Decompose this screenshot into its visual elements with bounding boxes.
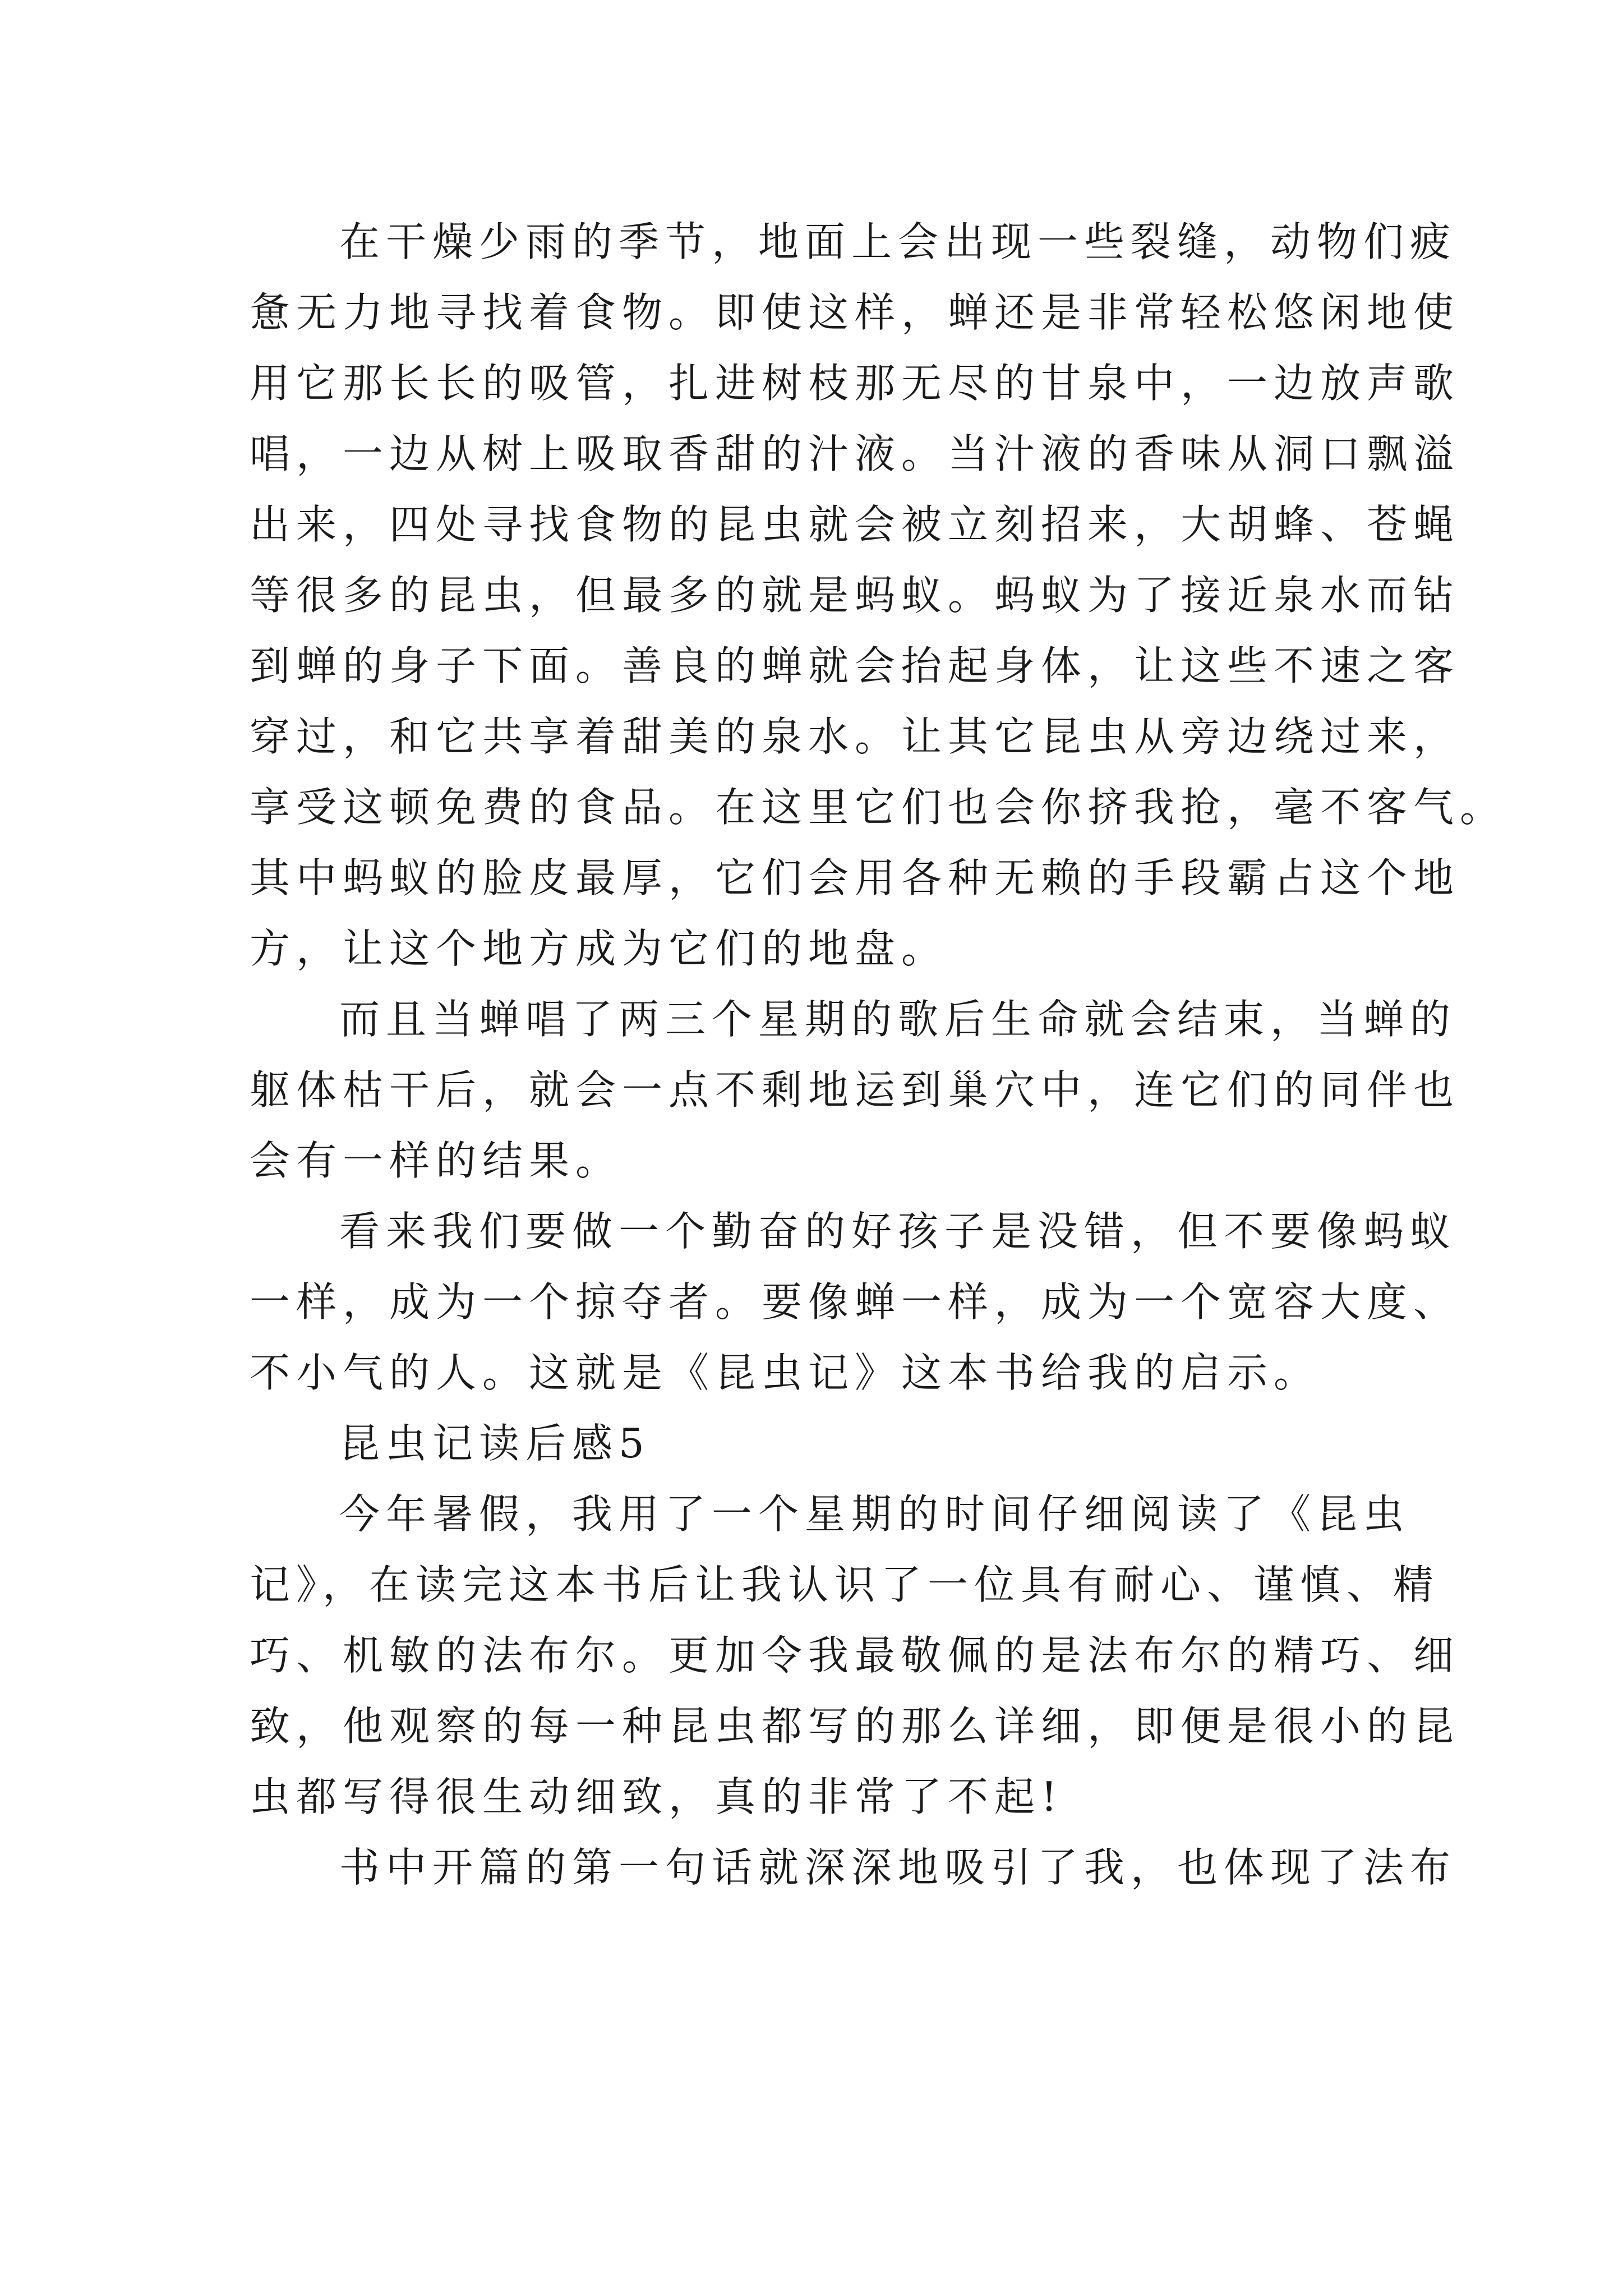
- text-line: 方，让这个地方成为它们的地盘。: [250, 925, 948, 972]
- text-line: 躯体枯干后，就会一点不剩地运到巢穴中，连它们的同伴也: [250, 1066, 1460, 1114]
- text-line: 虫都写得很生动细致，真的非常了不起!: [250, 1773, 1063, 1820]
- text-line: 巧、机敏的法布尔。更加令我最敬佩的是法布尔的精巧、细: [250, 1632, 1460, 1679]
- heading-line: 昆虫记读后感5: [339, 1420, 651, 1467]
- paragraph: [250, 206, 1507, 984]
- text-line: 致，他观察的每一种昆虫都写的那么详细，即便是很小的昆: [250, 1703, 1460, 1750]
- paragraph: [250, 1479, 1460, 1832]
- text-line: 看来我们要做一个勤奋的好孩子是没错，但不要像蚂蚁: [339, 1208, 1457, 1255]
- paragraph: [250, 984, 1460, 1196]
- text-line: 用它那长长的吸管，扎进树枝那无尽的甘泉中，一边放声歌: [250, 360, 1460, 407]
- text-line: 而且当蝉唱了两三个星期的歌后生命就会结束，当蝉的: [339, 996, 1457, 1043]
- text-line: 不小气的人。这就是《昆虫记》这本书给我的启示。: [250, 1349, 1321, 1396]
- text-line: 穿过，和它共享着甜美的泉水。让其它昆虫从旁边绕过来，: [250, 713, 1460, 760]
- text-line: 到蝉的身子下面。善良的蝉就会抬起身体，让这些不速之客: [250, 642, 1460, 689]
- text-line: 记》，在读完这本书后让我认识了一位具有耐心、谨慎、精: [250, 1561, 1440, 1608]
- section-heading: [250, 1408, 1394, 1479]
- text-line: 等很多的昆虫，但最多的就是蚂蚁。蚂蚁为了接近泉水而钻: [250, 572, 1460, 619]
- text-line: 其中蚂蚁的脸皮最厚，它们会用各种无赖的手段霸占这个地: [250, 854, 1460, 901]
- paragraph: [250, 1196, 1460, 1408]
- document-body: [250, 206, 1507, 1903]
- text-line: 今年暑假，我用了一个星期的时间仔细阅读了《昆虫: [339, 1490, 1410, 1538]
- text-line: 享受这顿免费的食品。在这里它们也会你挤我抢，毫不客气。: [250, 784, 1507, 831]
- paragraph: [250, 1832, 1457, 1903]
- text-line: 在干燥少雨的季节，地面上会出现一些裂缝，动物们疲: [339, 218, 1457, 265]
- text-line: 出来，四处寻找食物的昆虫就会被立刻招来，大胡蜂、苍蝇: [250, 501, 1460, 548]
- text-line: 会有一样的结果。: [250, 1137, 623, 1184]
- text-line: 唱，一边从树上吸取香甜的汁液。当汁液的香味从洞口飘溢: [250, 430, 1460, 477]
- text-line: 惫无力地寻找着食物。即使这样，蝉还是非常轻松悠闲地使: [250, 289, 1460, 336]
- text-line: 一样，成为一个掠夺者。要像蝉一样，成为一个宽容大度、: [250, 1278, 1460, 1326]
- text-line: 书中开篇的第一句话就深深地吸引了我，也体现了法布: [339, 1844, 1457, 1891]
